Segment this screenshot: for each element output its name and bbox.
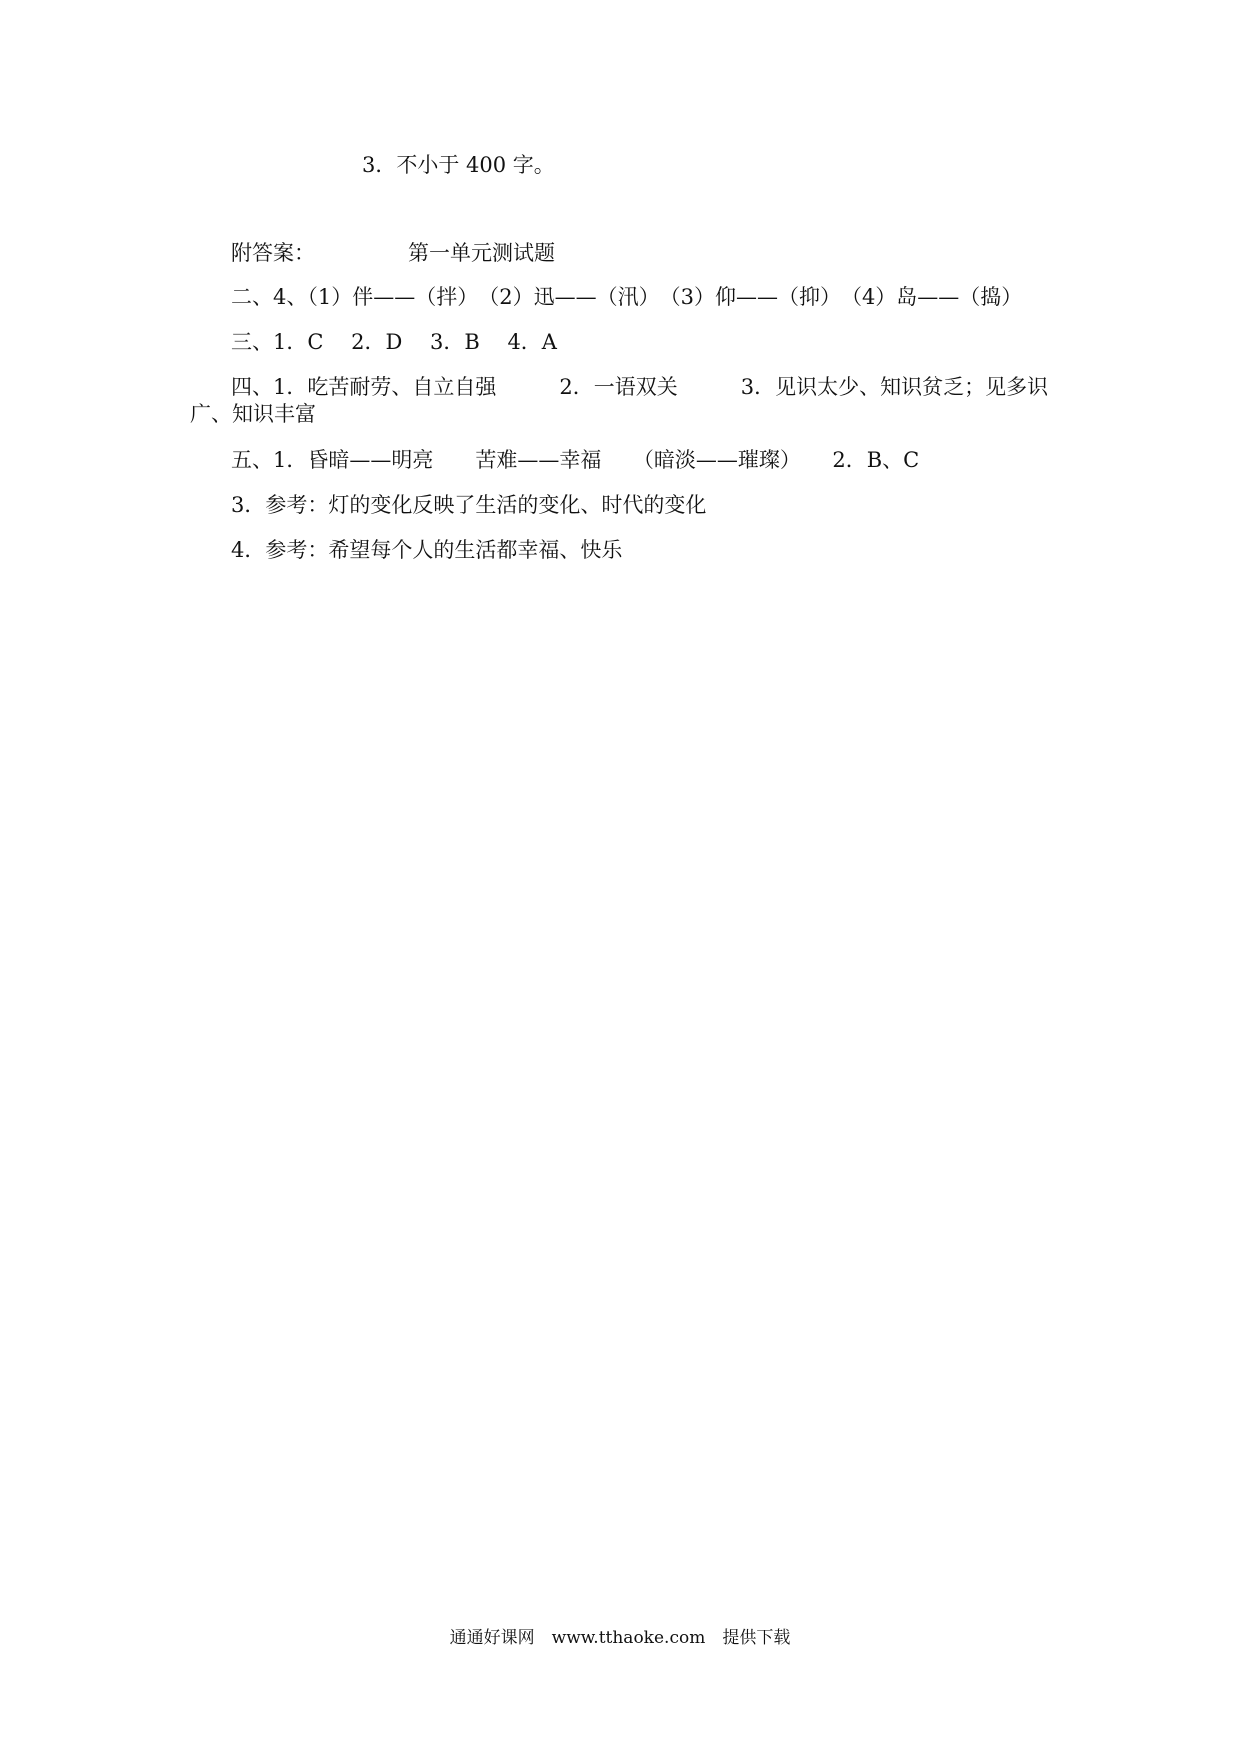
answer-q2: 二、4、（1）伴——（拌） （2）迅——（汛） （3）仰——（抑） （4）岛——（捣） [231,285,1023,309]
footer-credit: 通通好课网 www.tthaoke.com 提供下载 [449,1628,791,1648]
answer-item-4: 4．参考：希望每个人的生活都幸福、快乐 [231,538,623,562]
requirement-line: 3．不小于 400 字。 [362,153,555,177]
answer-item-3: 3．参考：灯的变化反映了生活的变化、时代的变化 [231,493,707,517]
answer-q4-line2: 广、知识丰富 [190,402,316,426]
answer-q3: 三、1．C 2．D 3．B 4．A [231,330,557,354]
answer-q4-line1: 四、1．吃苦耐劳、自立自强 2．一语双关 3．见识太少、知识贫乏；见多识 [231,375,1049,399]
answer-heading-label: 附答案： [231,241,315,265]
answer-heading-title: 第一单元测试题 [408,241,555,265]
answer-q5: 五、1．昏暗——明亮 苦难——幸福 （暗淡——璀璨） 2．B、C [231,448,920,472]
